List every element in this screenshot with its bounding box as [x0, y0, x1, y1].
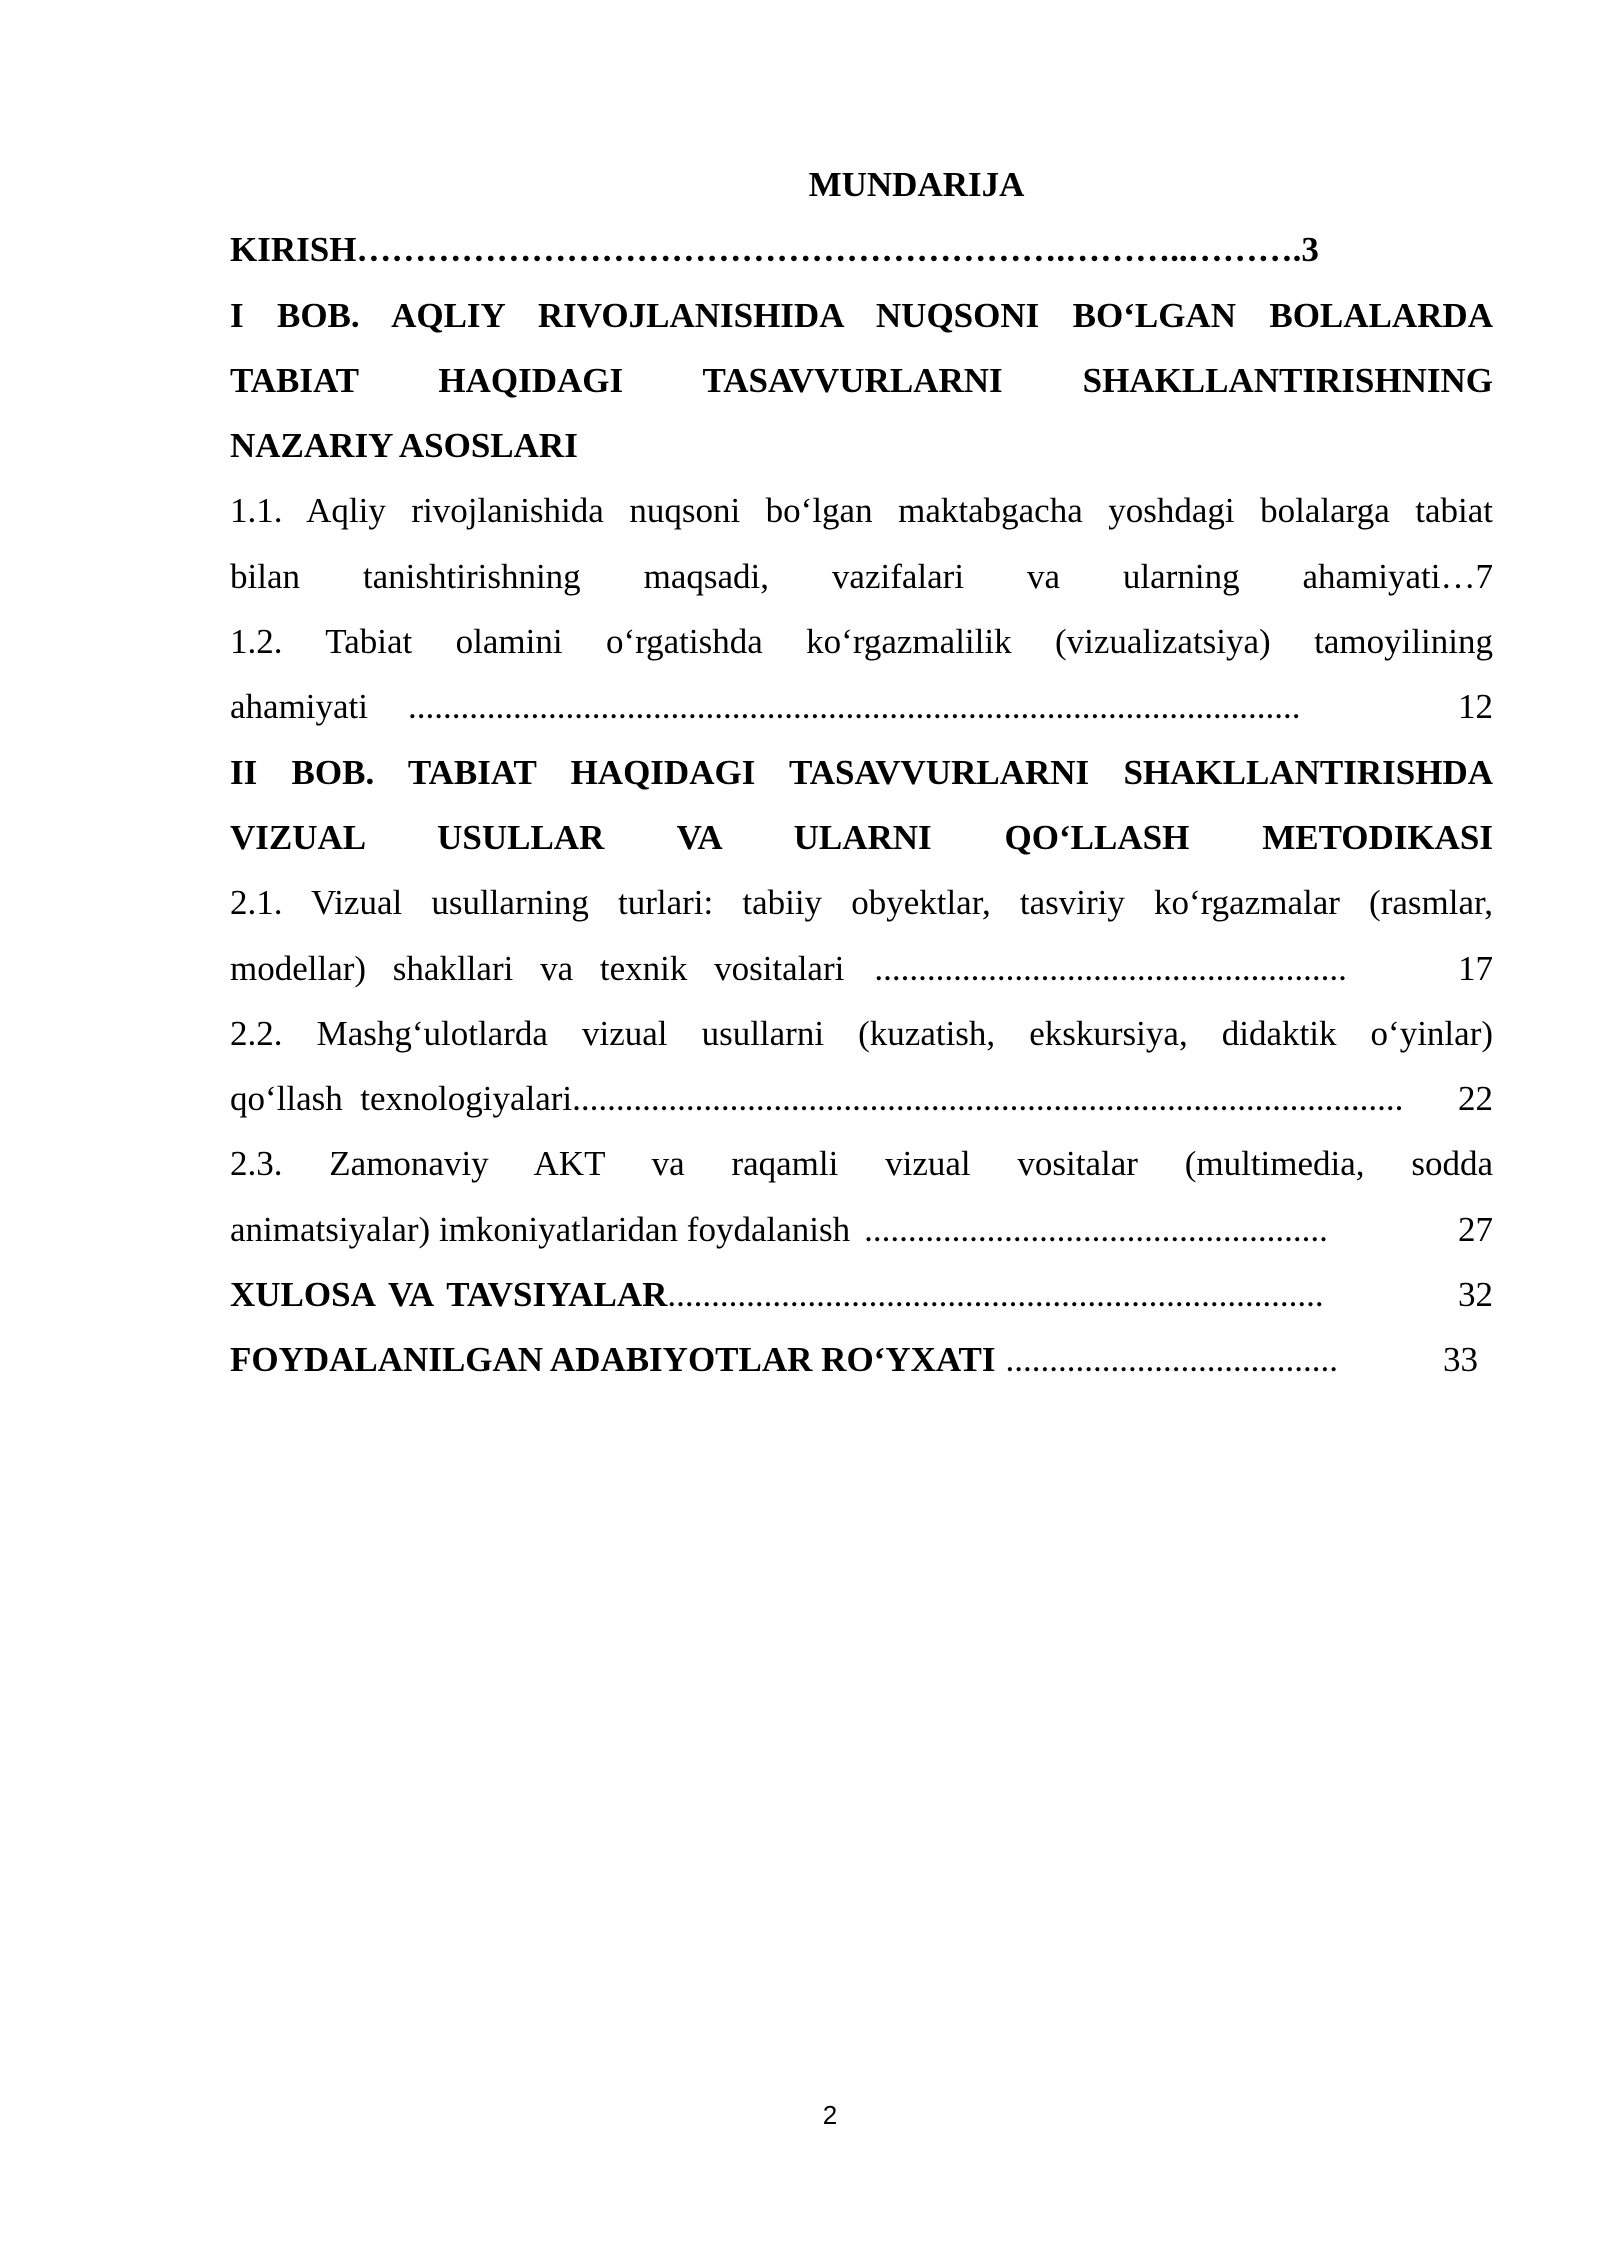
toc-entry-1-2-line1: 1.2. Tabiat olamini o‘rgatishda ko‘rgazmalilik (vizualizatsiya) tamoyilining	[230, 622, 1493, 662]
page-number: 2	[822, 2100, 838, 2130]
toc-entry-bob1-line2: TABIAT HAQIDAGI TASAVVURLARNI SHAKLLANTIRISHNING	[230, 360, 1493, 400]
toc-page-number: 17	[1458, 948, 1493, 988]
toc-entry-2-2-line2	[230, 1066, 1493, 1131]
toc-entry-label: qo‘llash texnologiyalari	[230, 1079, 573, 1119]
table-of-contents	[230, 152, 1493, 1393]
toc-page-number: 27	[1458, 1209, 1493, 1249]
toc-entry-2-3-line1: 2.3. Zamonaviy AKT va raqamli vizual vositalar (multimedia, sodda	[230, 1144, 1493, 1184]
toc-entry-kirish: KIRISH…………………………………………………….………..……….3	[230, 230, 1319, 270]
dot-leader: ...........................................................................	[667, 1275, 1324, 1315]
toc-page-number: 33	[1443, 1340, 1478, 1380]
toc-entry-label: XULOSA VA TAVSIYALAR	[230, 1275, 668, 1315]
toc-entry-2-1-line2	[230, 936, 1493, 1001]
toc-entry-2-3-line2	[230, 1197, 1493, 1262]
toc-page-number: 12	[1458, 687, 1493, 727]
toc-entry-label: ahamiyati	[230, 687, 369, 727]
dot-leader: ......................................	[1005, 1340, 1339, 1380]
toc-entry-1-1-line2: bilan tanishtirishning maqsadi, vazifalari va ularning ahamiyati…7	[230, 556, 1493, 596]
toc-entry-bob1-line1: I BOB. AQLIY RIVOJLANISHIDA NUQSONI BO‘LGAN BOLALARDA	[230, 295, 1493, 335]
toc-entry-1-2-line2	[230, 674, 1493, 739]
dot-leader: .....................................................	[864, 1209, 1328, 1249]
toc-entry-label: animatsiyalar) imkoniyatlaridan foydalanish	[230, 1209, 851, 1249]
toc-entry-adabiyotlar	[230, 1327, 1478, 1392]
toc-entry-bob2-line1: II BOB. TABIAT HAQIDAGI TASAVVURLARNI SHAKLLANTIRISHDA	[230, 752, 1493, 792]
toc-entry-label: FOYDALANILGAN ADABIYOTLAR RO‘YXATI	[230, 1340, 996, 1380]
dot-leader: ...............................................................................................	[572, 1079, 1404, 1119]
toc-title: MUNDARIJA	[808, 165, 1025, 204]
toc-entry-xulosa	[230, 1262, 1493, 1327]
toc-entry-bob2-line2: VIZUAL USULLAR VA ULARNI QO‘LLASH METODIKASI	[230, 817, 1493, 857]
toc-page-number: 32	[1458, 1275, 1493, 1315]
toc-entry-1-1-line1: 1.1. Aqliy rivojlanishida nuqsoni bo‘lgan maktabgacha yoshdagi bolalarga tabiat	[230, 491, 1493, 531]
toc-entry-2-2-line1: 2.2. Mashg‘ulotlarda vizual usullarni (kuzatish, ekskursiya, didaktik o‘yinlar)	[230, 1013, 1493, 1053]
dot-leader: ......................................................................................................	[408, 687, 1301, 727]
toc-page-number: 22	[1458, 1079, 1493, 1119]
dot-leader: ......................................................	[874, 948, 1347, 988]
toc-entry-bob1-line3: NAZARIY ASOSLARI	[230, 426, 578, 466]
toc-entry-label: modellar) shakllari va texnik vositalari	[230, 948, 845, 988]
toc-entry-2-1-line1: 2.1. Vizual usullarning turlari: tabiiy obyektlar, tasviriy ko‘rgazmalar (rasmlar,	[230, 883, 1493, 923]
